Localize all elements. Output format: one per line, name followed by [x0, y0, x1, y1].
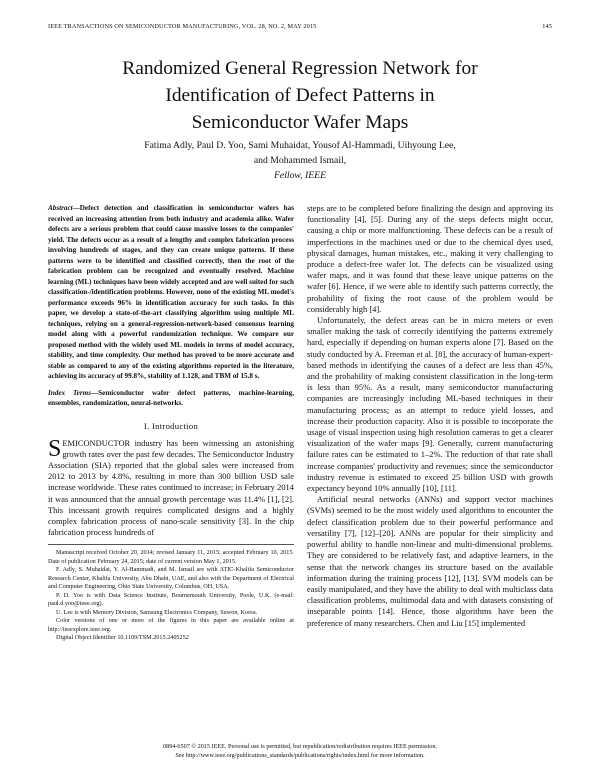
body-paragraph: Artificial neural networks (ANNs) and support vector machines (SVMs) seemed to be the most widely used algorithms to encounter the defect classification problem due to their powerful performance and versatility [7], [12]–[20]. ANNs are popular for their simplicity and powerful ability to handle non-linear and multi-dimensional problems. They are considered to be relatively fast, and adaptive learners, in the sense that the network changes its structure based on the available information during the training process [12], [13]. SVM models can be easily manipulated, and they have the ability to deal with multiclass data classification problems, multimodal data and with datasets consisting of inseparable points [14]. Hence, those algorithms have been the preference of many researchers. Chen and Liu [15] implemented: [307, 494, 553, 628]
author-line: [60, 153, 540, 183]
footnotes: [48, 544, 294, 643]
title-line: Semiconductor Wafer Maps: [191, 112, 409, 133]
running-header: [48, 23, 552, 30]
paper-title: [40, 55, 560, 136]
index-terms-text: —Semiconductor wafer defect patterns, machine-learning, ensembles, randomization, neural-networks.: [48, 388, 294, 407]
fellow-designation: Fellow, IEEE: [273, 170, 326, 181]
drop-cap: S: [48, 435, 62, 462]
intro-text: EMICONDUCTOR industry has been witnessing an astonishing growth rates over the past few decades. The Semiconductor Industry Association (SIA) reported that the global sales were increased from 2012 to 2013 by 4.8%, resulting in more than 300 billion USD sale increase worldwide. These rates continued to increase; in February 2014 it was announced that the annual growth percentage was 11.4% [1], [2]. This incessant growth requires complicated designs and a highly complex fabrication process of nano-scale sensitivity [3]. In the chip fabrication process hundreds of: [48, 437, 294, 538]
footnote-doi: Digital Object Identifier 10.1109/TSM.2015.2405252: [56, 634, 189, 642]
title-line: Identification of Defect Patterns in: [165, 85, 435, 106]
page-number: 145: [542, 23, 552, 30]
author-line: Fatima Adly, Paul D. Yoo, Sami Muhaidat, Yousof Al-Hammadi, Uihyoung Lee,: [144, 140, 456, 151]
copyright-line: See http://www.ieee.org/publications_standards/publications/rights/index.html for more information.: [175, 751, 425, 759]
author-list: [60, 138, 540, 183]
intro-paragraph: [48, 435, 294, 539]
index-terms: [48, 388, 294, 409]
title-line: Randomized General Regression Network for: [122, 58, 478, 79]
abstract-lead: Abstract: [48, 204, 73, 212]
author-line-text: and Mohammed Ismail,: [253, 155, 347, 166]
abstract: [48, 203, 294, 382]
section-heading-introduction: I. Introduction: [143, 420, 199, 431]
left-column: [48, 203, 294, 643]
copyright-line: 0894-6507 © 2015 IEEE. Personal use is permitted, but republication/redistribution requires IEEE permission.: [163, 743, 437, 750]
body-paragraph: Unfortunately, the defect areas can be in micro meters or even smaller making the task of correctly identifying the patterns extremely hard, especially if depending on human experts alone [7]. Based on the study conducted by A. Freeman et al. [8], the accuracy of human-expert-based methods in identifying the causes of a defect are less than 45%, and the probability of making consistent classification in the long-term is less than 95%. As a result, many semiconductor manufacturing companies are increasingly including ML-based techniques in their manufacturing process; as an attempt to reduce yield losses, and increase their production capacity. Also it is possible to incorporate the usage of visual inspection using high resolution cameras to get a clearer visualization of the wafer maps [9]. Generally, current manufacturing failure rates can be estimated to 1–2%. The reduction of that rate shall increase companies' productivity and revenues; since the semiconductor industry revenue is estimated to exceed 25 billion USD with growth expectancy beyond 10% annually [10], [11].: [307, 315, 553, 494]
footnote-affiliation: P. D. Yoo is with Data Science Institute, Bournemouth University, Poole, U.K. (e-mail: paul.d.yoo@ieee.org).: [48, 591, 294, 608]
right-column: [307, 203, 553, 629]
abstract-text: —Defect detection and classification in semiconductor wafers has received an increasing attention from both industry and academia alike. Wafer defects are a serious problem that could cause massive losses to the companies' yield. The defects occur as a result of a lengthy and complex fabrication process involving hundreds of stages, and they can create unique patterns. If these patterns were to be identified and classified correctly, then the root of the fabrication problem can be recognized and eventually resolved. Machine learning (ML) techniques have been widely accepted and are well suited for such classification-/identification problems. However, none of the existing ML model's performance exceeds 96% in identification accuracy for such tasks. In this paper, we develop a state-of-the-art classifying algorithm using multiple ML techniques, relying on a general-regression-network-based consensus learning model along with a powerful randomization technique. We compare our proposed method with the widely used ML models in terms of model accuracy, stability, and time complexity. Our method has proved to be more accurate and stable as compared to any of the existing algorithms reported in the literature, achieving its accuracy of 99.8%, stability of 1.128, and TBM of 15.8 s.: [48, 204, 294, 380]
footnote-affiliation: F. Adly, S. Muhaidat, Y. Al-Hammadi, and M. Ismail are with ATIC-Khalifa Semiconductor Research Center, Khalifa University, Abu Dhabi, UAE, and also with the Department of Electrical and Computer Engineering, Ohio State University, Columbus, OH, USA.: [48, 566, 294, 591]
body-paragraph: steps are to be completed before finalizing the design and approving its functionality [4], [5]. During any of the steps defects might occur, causing a chip or more malfunctioning. These defects can be a result of imperfections in the machines used or due to the chemical dyes used, physical damages, human mistakes, etc., making it very challenging to produce a defect-free wafer lot. The defects can be visualized using wafer maps, and it was found that these leave unique patterns on the wafer [6]. Hence, if we were able to identify such patterns correctly, the probability of fixing the root cause of the problem would be considerably high [4].: [307, 203, 553, 314]
index-terms-lead: Index Terms: [48, 388, 92, 397]
copyright-notice: [48, 743, 552, 760]
footnote-manuscript: Manuscript received October 20, 2014; revised January 11, 2015; accepted February 10, 2015. Date of publication February 24, 2015; date of current version May 1, 2015.: [48, 549, 294, 565]
footnote-color: Color versions of one or more of the figures in this paper are available online at http://ieeexplore.ieee.org.: [48, 617, 294, 633]
footnote-affiliation: U. Lee is with Memory Division, Samsung Electronics Company, Suwon, Korea.: [56, 608, 258, 616]
journal-info: IEEE TRANSACTIONS ON SEMICONDUCTOR MANUFACTURING, VOL. 28, NO. 2, MAY 2015: [48, 23, 317, 30]
